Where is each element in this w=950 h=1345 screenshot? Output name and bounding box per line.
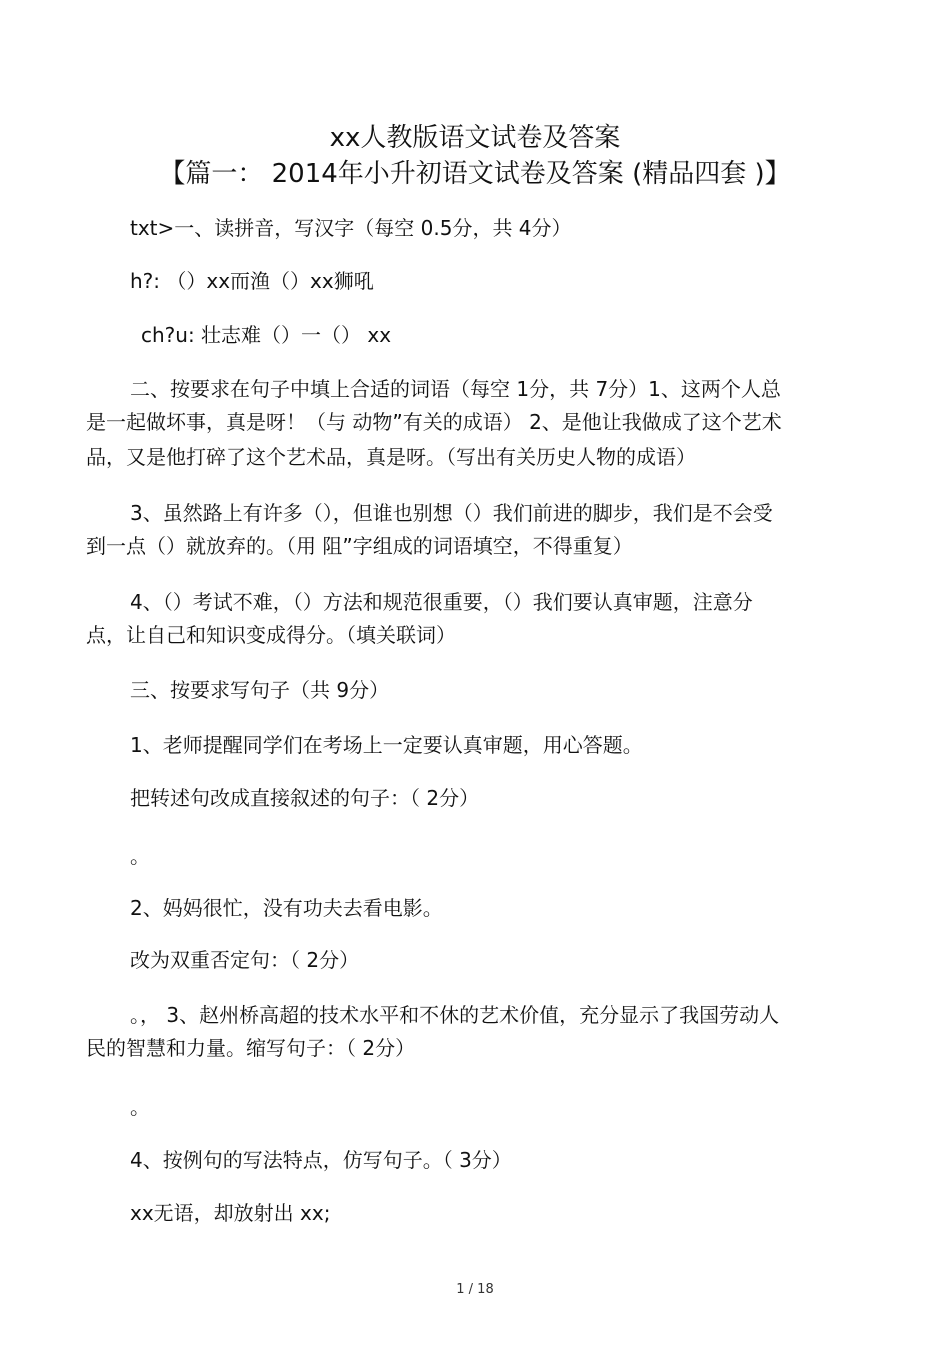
- sentence-3-line-1: 。， 3、赵州桥高超的技术水平和不休的艺术价值，充分显示了我国劳动人: [130, 1003, 780, 1027]
- section-two-line-1: 二、按要求在句子中填上合适的词语（每空 1分，共 7分）1、这两个人总: [130, 377, 781, 401]
- page-number: 1 / 18: [456, 1282, 494, 1297]
- sentence-1: 1、老师提醒同学们在考场上一定要认真审题，用心答题。: [130, 733, 643, 757]
- sentence-2: 2、妈妈很忙，没有功夫去看电影。: [130, 896, 443, 920]
- document-subtitle: 【篇一： 2014年小升初语文试卷及答案 (精品四套 )】: [159, 159, 791, 189]
- section-three-heading: 三、按要求写句子（共 9分）: [130, 678, 390, 702]
- instruction-1: 把转述句改成直接叙述的句子：（ 2分）: [130, 786, 480, 810]
- pinyin-line-1: h?: （）xx而渔（）xx狮吼: [130, 269, 374, 293]
- answer-blank-3: 。: [130, 1095, 150, 1119]
- question-3-line-2: 到一点（）就放弃的。（用 阻”字组成的词语填空，不得重复）: [86, 534, 633, 558]
- question-4-line-2: 点，让自己和知识变成得分。（填关联词）: [86, 623, 456, 647]
- section-one-heading: txt>一、读拼音，写汉字（每空 0.5分，共 4分）: [130, 216, 572, 240]
- pinyin-line-2: ch?u: 壮志难（）一（） xx: [141, 323, 392, 347]
- section-two-line-2: 是一起做坏事，真是呀！（与 动物”有关的成语） 2、是他让我做成了这个艺术: [86, 410, 782, 434]
- sentence-3-line-2: 民的智慧和力量。缩写句子：（ 2分）: [86, 1036, 416, 1060]
- question-3-line-1: 3、虽然路上有许多（），但谁也别想（）我们前进的脚步，我们是不会受: [130, 501, 773, 525]
- question-4-line-1: 4、（）考试不难，（）方法和规范很重要，（）我们要认真审题，注意分: [130, 590, 753, 614]
- question-4-imitation: 4、按例句的写法特点，仿写句子。（ 3分）: [130, 1148, 512, 1172]
- answer-blank-1: 。: [130, 844, 150, 868]
- document-title: xx人教版语文试卷及答案: [329, 123, 621, 153]
- instruction-2: 改为双重否定句：（ 2分）: [130, 948, 360, 972]
- section-two-line-3: 品，又是他打碎了这个艺术品，真是呀。（写出有关历史人物的成语）: [86, 445, 696, 469]
- example-sentence: xx无语，却放射出 xx;: [130, 1201, 331, 1225]
